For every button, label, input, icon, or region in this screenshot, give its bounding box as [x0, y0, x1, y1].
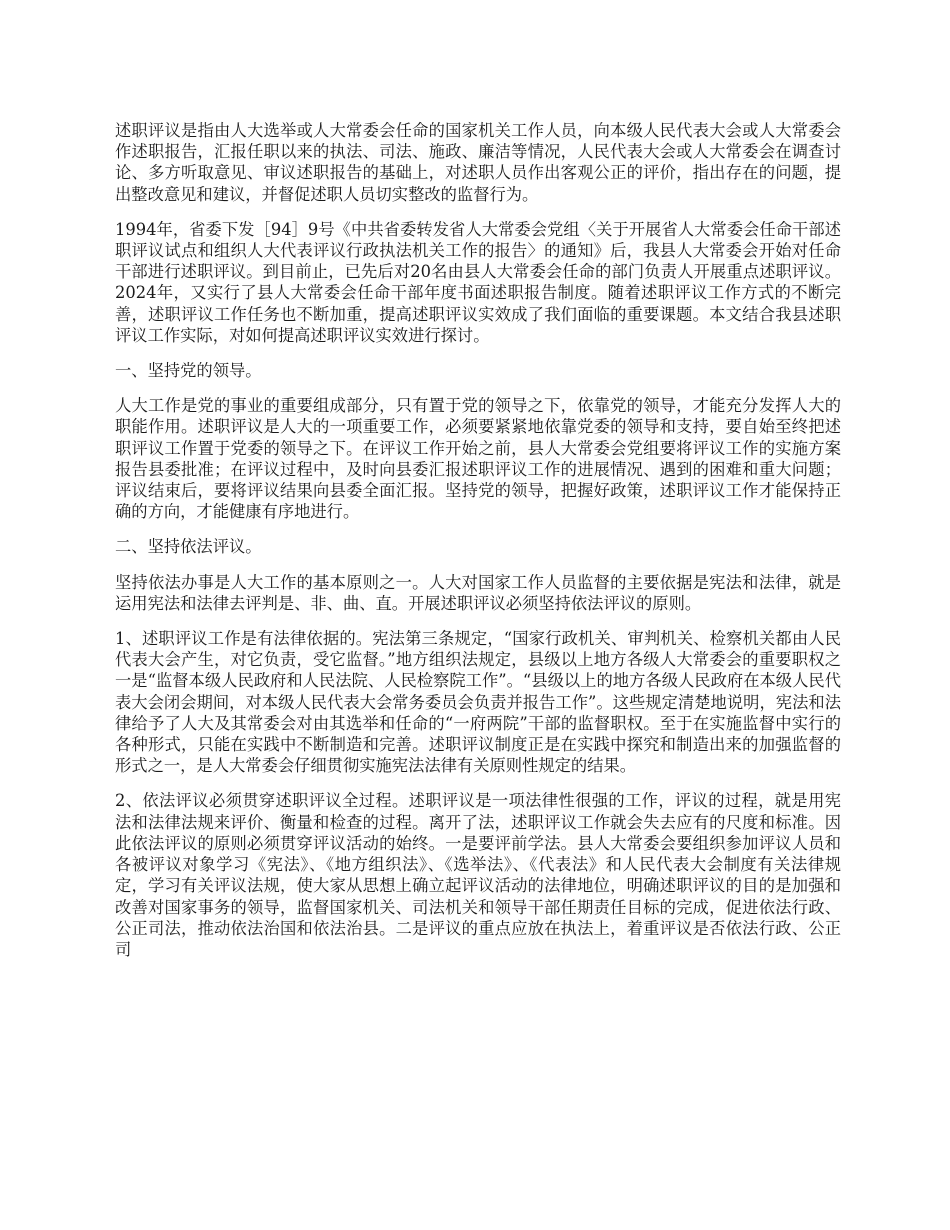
background-paragraph: 1994年，省委下发［94］9号《中共省委转发省人大常委会党组〈关于开展省人大常委会任命干部述职评议试点和组织人大代表评议行政执法机关工作的报告〉的通知》后，我县人大常委会开始对任命干部进行述职评议。到目前止，已先后对20名由县人大常委会任命的部门负责人开展重点述职评议。2024年，又实行了县人大常委会任命干部年度书面述职报告制度。随着述职评议工作方式的不断完善，述职评议工作任务也不断加重，提高述职评议实效成了我们面临的重要课题。本文结合我县述职评议工作实际，对如何提高述职评议实效进行探讨。 [115, 219, 841, 345]
section-1-paragraph: 人大工作是党的事业的重要组成部分，只有置于党的领导之下，依靠党的领导，才能充分发挥人大的职能作用。述职评议是人大的一项重要工作，必须要紧紧地依靠党委的领导和支持，要自始至终把述职评议工作置于党委的领导之下。在评议工作开始之前，县人大常委会党组要将评议工作的实施方案报告县委批准；在评议过程中，及时向县委汇报述职评议工作的进展情况、遇到的困难和重大问题；评议结束后，要将评议结果向县委全面汇报。坚持党的领导，把握好政策，述职评议工作才能保持正确的方向，才能健康有序地进行。 [115, 396, 841, 522]
section-2-point-2-paragraph: 2、依法评议必须贯穿述职评议全过程。述职评议是一项法律性很强的工作，评议的过程，就是用宪法和法律法规来评价、衡量和检查的过程。离开了法，述职评议工作就会失去应有的尺度和标准。因此依法评议的原则必须贯穿评议活动的始终。一是要评前学法。县人大常委会要组织参加评议人员和各被评议对象学习《宪法》、《地方组织法》、《选举法》、《代表法》和人民代表大会制度有关法律规定，学习有关评议法规，使大家从思想上确立起评议活动的法律地位，明确述职评议的目的是加强和改善对国家事务的领导，监督国家机关、司法机关和领导干部任期责任目标的完成，促进依法行政、公正司法，推动依法治国和依法治县。二是评议的重点应放在执法上，着重评议是否依法行政、公正司 [115, 791, 841, 959]
intro-paragraph: 述职评议是指由人大选举或人大常委会任命的国家机关工作人员，向本级人民代表大会或人大常委会作述职报告，汇报任职以来的执法、司法、施政、廉洁等情况，人民代表大会或人大常委会在调查讨论、多方听取意见、审议述职报告的基础上，对述职人员作出客观公正的评价，指出存在的问题，提出整改意见和建议，并督促述职人员切实整改的监督行为。 [115, 121, 841, 204]
section-2-intro-paragraph: 坚持依法办事是人大工作的基本原则之一。人大对国家工作人员监督的主要依据是宪法和法律，就是运用宪法和法律去评判是、非、曲、直。开展述职评议必须坚持依法评议的原则。 [115, 572, 841, 613]
document-body [115, 120, 841, 974]
section-2-point-1-paragraph: 1、述职评议工作是有法律依据的。宪法第三条规定，“国家行政机关、审判机关、检察机关都由人民代表大会产生，对它负责，受它监督。”地方组织法规定，县级以上地方各级人大常委会的重要职权之一是“监督本级人民政府和人民法院、人民检察院工作”。“县级以上的地方各级人民政府在本级人民代表大会闭会期间，对本级人民代表大会常务委员会负责并报告工作”。这些规定清楚地说明，宪法和法律给予了人大及其常委会对由其选举和任命的“一府两院”干部的监督职权。至于在实施监督中实行的各种形式，只能在实践中不断制造和完善。述职评议制度正是在实践中探究和制造出来的加强监督的形式之一，是人大常委会仔细贯彻实施宪法法律有关原则性规定的结果。 [115, 629, 841, 776]
section-heading-1: 一、坚持党的领导。 [115, 361, 262, 381]
section-heading-2: 二、坚持依法评议。 [115, 537, 262, 557]
